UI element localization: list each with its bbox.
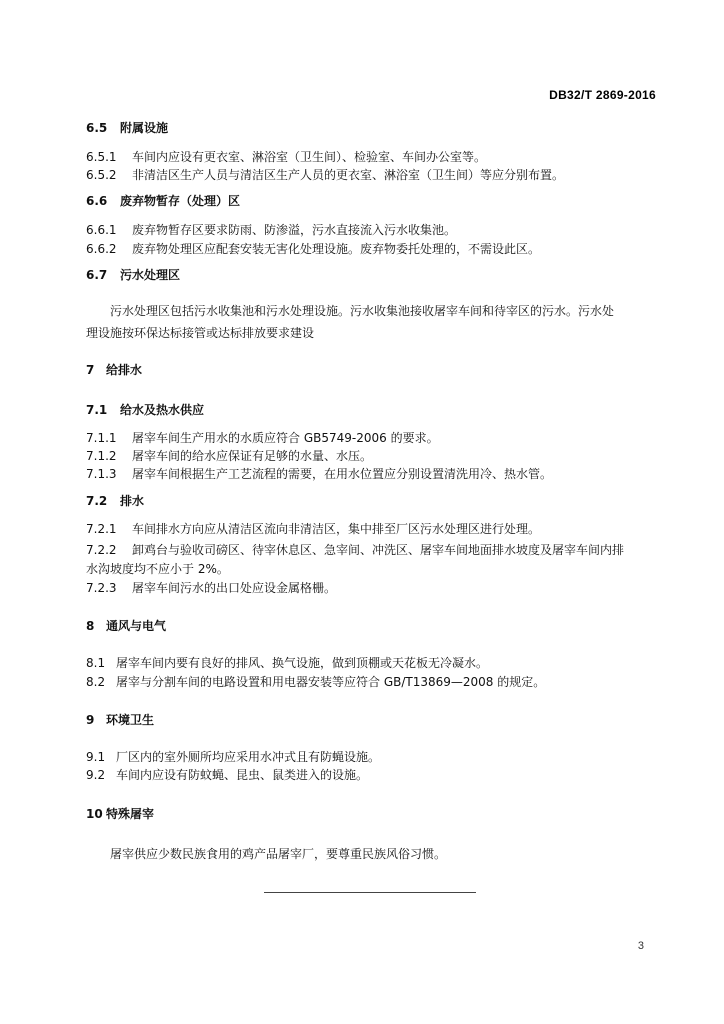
- section-title: 排水: [120, 494, 145, 508]
- clause-text: 车间内应设有更衣室、淋浴室（卫生间）、检验室、车间办公室等。: [132, 150, 487, 164]
- section-heading-10: [86, 806, 656, 822]
- clause-text: 屠宰与分割车间的电路设置和用电器安装等应符合 GB/T13869—2008 的规定。: [116, 675, 546, 689]
- section-title: 废弃物暂存（处理）区: [120, 194, 241, 208]
- paragraph-text: 理设施按环保达标接管或达标排放要求建设: [86, 326, 315, 340]
- section-title: 附属设施: [120, 121, 169, 135]
- clause-number: 7.2.3: [86, 581, 117, 595]
- section-number: 6.6: [86, 194, 108, 208]
- clause-number: 6.6.1: [86, 223, 117, 237]
- clause-number: 8.1: [86, 656, 106, 670]
- clause-number: 7.2.2: [86, 543, 117, 557]
- clause-6-5-1: [86, 149, 656, 165]
- clause-6-6-1: [86, 222, 656, 238]
- page-number: 3: [637, 940, 644, 952]
- paragraph-text: 污水处理区包括污水收集池和污水处理设施。污水收集池接收屠宰车间和待宰区的污水。污水处: [110, 304, 615, 318]
- clause-6-6-2: [86, 241, 656, 257]
- clause-number: 7.1.2: [86, 449, 117, 463]
- clause-text: 水沟坡度均不应小于 2%。: [86, 562, 229, 576]
- section-heading-6-5: [86, 120, 656, 136]
- clause-number: 8.2: [86, 675, 106, 689]
- clause-number: 7.1.3: [86, 467, 117, 481]
- clause-8-2: [86, 674, 656, 690]
- clause-text: 屠宰车间生产用水的水质应符合 GB5749-2006 的要求。: [132, 431, 439, 445]
- clause-number: 9.2: [86, 768, 106, 782]
- clause-text: 屠宰车间根据生产工艺流程的需要，在用水位置应分别设置清洗用冷、热水管。: [132, 467, 553, 481]
- section-title: 污水处理区: [120, 268, 181, 282]
- clause-text: 车间内应设有防蚊蝇、昆虫、鼠类进入的设施。: [116, 768, 369, 782]
- clause-7-2-2-continued: [86, 561, 656, 577]
- clause-text: 车间排水方向应从清洁区流向非清洁区，集中排至厂区污水处理区进行处理。: [132, 522, 541, 536]
- section-number: 7.2: [86, 494, 108, 508]
- clause-7-1-3: [86, 466, 656, 482]
- clause-text: 厂区内的室外厕所均应采用水冲式且有防蝇设施。: [116, 750, 381, 764]
- section-number: 6.7: [86, 268, 108, 282]
- section-heading-7-1: [86, 402, 656, 418]
- clause-6-5-2: [86, 167, 656, 183]
- clause-number: 6.5.2: [86, 168, 117, 182]
- section-number: 6.5: [86, 121, 108, 135]
- clause-number: 6.5.1: [86, 150, 117, 164]
- section-title: 通风与电气: [106, 619, 167, 633]
- section-title: 特殊屠宰: [106, 807, 155, 821]
- paragraph-10: [86, 846, 656, 862]
- paragraph-text: 屠宰供应少数民族食用的鸡产品屠宰厂，要尊重民族风俗习惯。: [110, 847, 447, 861]
- clause-text: 废弃物暂存区要求防雨、防渗溢，污水直接流入污水收集池。: [132, 223, 457, 237]
- clause-number: 6.6.2: [86, 242, 117, 256]
- clause-8-1: [86, 655, 656, 671]
- section-title: 环境卫生: [106, 713, 155, 727]
- clause-text: 废弃物处理区应配套安装无害化处理设施。废弃物委托处理的，不需设此区。: [132, 242, 541, 256]
- clause-number: 7.2.1: [86, 522, 117, 536]
- section-heading-7-2: [86, 493, 656, 509]
- section-heading-8: [86, 618, 656, 634]
- section-heading-6-7: [86, 267, 656, 283]
- section-title: 给排水: [106, 363, 143, 377]
- paragraph-6-7-line1: [86, 303, 656, 319]
- clause-text: 屠宰车间的给水应保证有足够的水量、水压。: [132, 449, 373, 463]
- section-title: 给水及热水供应: [120, 403, 205, 417]
- section-heading-9: [86, 712, 656, 728]
- document-code: DB32/T 2869-2016: [549, 88, 656, 102]
- clause-7-2-3: [86, 580, 656, 596]
- clause-7-1-1: [86, 430, 656, 446]
- clause-9-1: [86, 749, 656, 765]
- clause-text: 非清洁区生产人员与清洁区生产人员的更衣室、淋浴室（卫生间）等应分别布置。: [132, 168, 565, 182]
- section-number: 8: [86, 619, 95, 633]
- clause-number: 7.1.1: [86, 431, 117, 445]
- section-number: 10: [86, 807, 103, 821]
- clause-9-2: [86, 767, 656, 783]
- section-heading-7: [86, 362, 656, 378]
- end-rule: [264, 892, 476, 893]
- clause-7-2-1: [86, 521, 656, 537]
- clause-text: 卸鸡台与验收司磅区、待宰休息区、急宰间、冲洗区、屠宰车间地面排水坡度及屠宰车间内排: [132, 543, 625, 557]
- clause-number: 9.1: [86, 750, 106, 764]
- section-heading-6-6: [86, 193, 656, 209]
- paragraph-6-7-line2: [86, 325, 656, 341]
- section-number: 7: [86, 363, 95, 377]
- section-number: 9: [86, 713, 95, 727]
- clause-7-1-2: [86, 448, 656, 464]
- clause-text: 屠宰车间内要有良好的排风、换气设施，做到顶棚或天花板无冷凝水。: [116, 656, 489, 670]
- clause-text: 屠宰车间污水的出口处应设金属格栅。: [132, 581, 337, 595]
- clause-7-2-2: [86, 542, 656, 558]
- section-number: 7.1: [86, 403, 108, 417]
